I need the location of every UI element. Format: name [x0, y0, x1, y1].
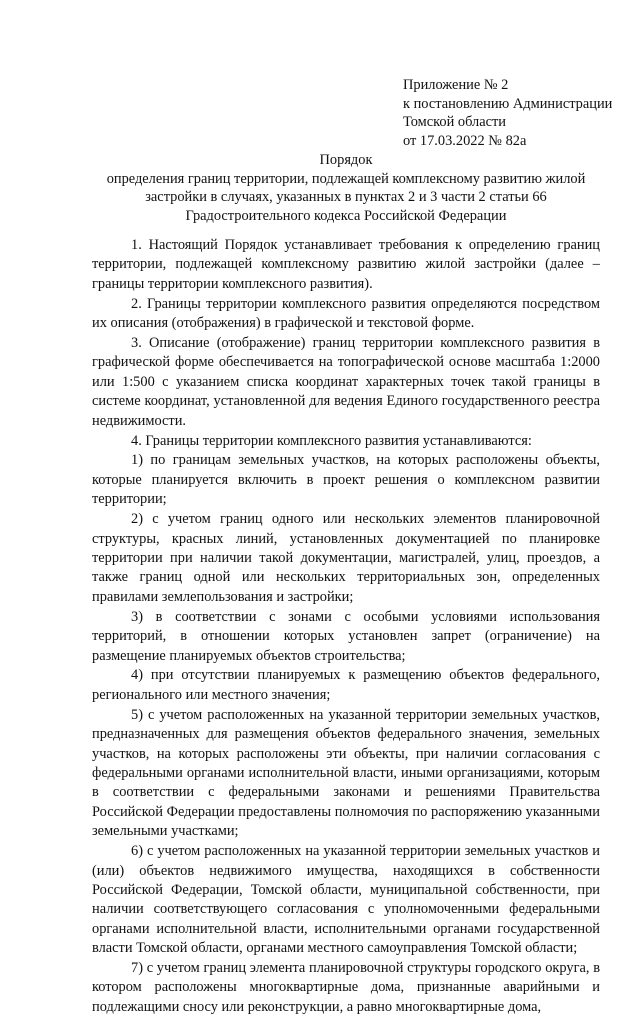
list-item: 4) при отсутствии планируемых к размещению объектов федерального, регионального или местного значения;	[92, 667, 600, 703]
title-heading: Порядок	[319, 152, 373, 168]
document-body	[92, 236, 600, 1017]
title-subtitle: определения границ территории, подлежащей комплексному развитию жилой застройки в случаях, указанных в пунктах 2 и 3 части 2 статьи 66 Градостроительного кодекса Российской Федерации	[106, 170, 586, 224]
paragraph: 2. Границы территории комплексного развития определяются посредством их описания (отображения) в графической и текстовой форме.	[92, 295, 600, 332]
list-item: 1) по границам земельных участков, на которых расположены объекты, которые планируется включить в проект решения о комплексном развитии территории;	[92, 452, 600, 508]
list-item: 5) с учетом расположенных на указанной территории земельных участков, предназначенных для размещения объектов федерального значения, земельных участков, на которых расположены эти объекты, при наличии согласования с федеральными органами исполнительной власти, иными организациями, которым в соответствии с федеральными законами и решениями Правительства Российской Федерации предоставлены полномочия по распоряжению указанными земельными участками;	[92, 706, 600, 840]
list-item: 6) с учетом расположенных на указанной территории земельных участков и (или) объектов недвижимого имущества, находящихся в собственности Российской Федерации, Томской области, муниципальной собственности, при наличии соответствующего согласования с уполномоченными федеральными органами исполнительной власти, исполнительными органами государственной власти Томской области, органами местного самоуправления Томской области;	[92, 843, 600, 957]
appendix-date: от 17.03.2022 № 82а	[403, 132, 527, 149]
paragraph: 1. Настоящий Порядок устанавливает требования к определению границ территории, подлежащей комплексному развитию жилой застройки (далее – границы территории комплексного развития).	[92, 237, 600, 292]
paragraph: 4. Границы территории комплексного развития устанавливаются:	[131, 432, 532, 449]
paragraph: 3. Описание (отображение) границ территории комплексного развития в графической форме обеспечивается на топографической основе масштаба 1:2000 или 1:500 с указанием списка координат характерных точек такой границы в системе координат, установленной для ведения Единого государственного реестра недвижимости.	[92, 335, 600, 429]
list-item: 3) в соответствии с зонами с особыми условиями использования территорий, в отношении которых установлен запрет (ограничение) на размещение планируемых объектов строительства;	[92, 608, 600, 664]
document-title	[92, 151, 600, 225]
list-item: 7) с учетом границ элемента планировочной структуры городского округа, в котором расположены многоквартирные дома, признанные аварийными и подлежащими сносу или реконструкции, а равно многоквартирные дома,	[92, 960, 600, 1015]
appendix-line: к постановлению Администрации	[403, 95, 613, 112]
appendix-header	[403, 76, 633, 150]
list-item: 2) с учетом границ одного или нескольких элементов планировочной структуры, красных линий, установленных документацией по планировке территории при наличии такой документации, магистралей, улиц, проездов, а также границ одной или нескольких территориальных зон, определенных правилами землепользования и застройки;	[92, 511, 600, 605]
appendix-line: Приложение № 2	[403, 77, 509, 93]
appendix-line: Томской области	[403, 114, 506, 130]
